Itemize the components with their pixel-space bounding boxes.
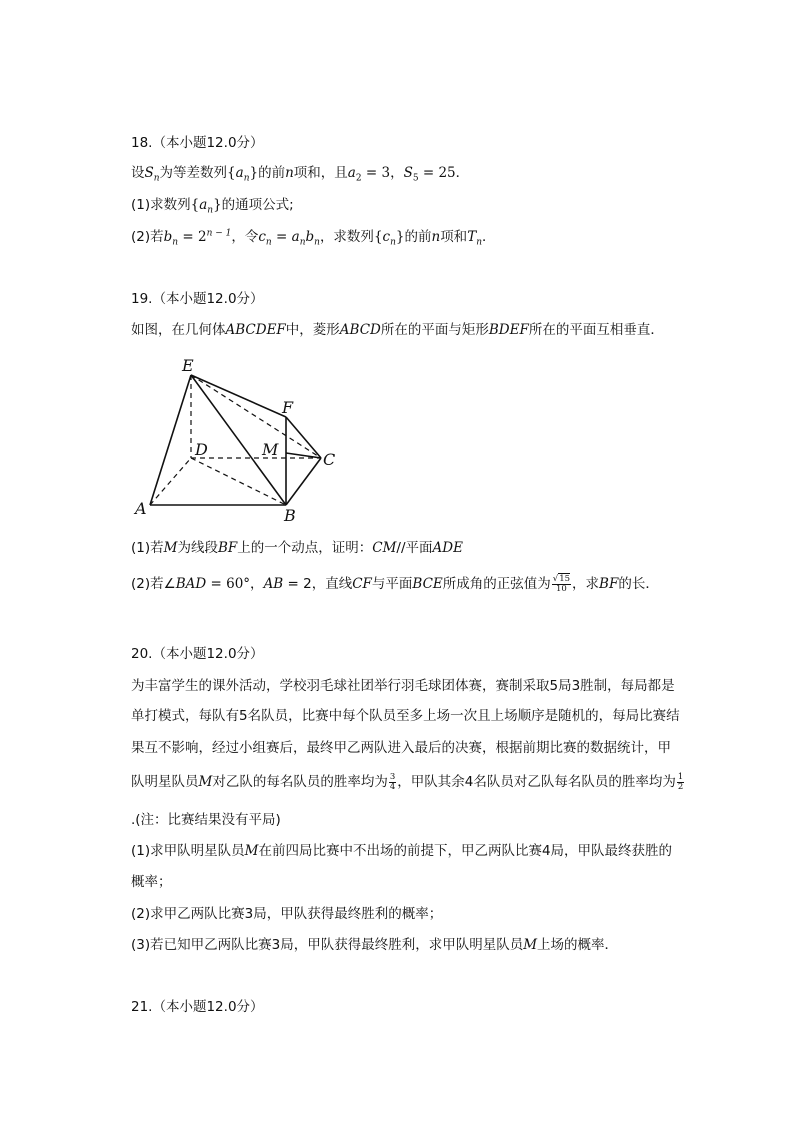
q18-part2: (2)若$b_n = 2^{n - 1}$，令$c_n = a_nb_n$，求数列$\{c_n\}$的前n项和$T_n$． <box>131 228 496 248</box>
edge-EC <box>191 375 321 458</box>
q20-line-5: .(注：比赛结果没有平局) <box>131 812 281 828</box>
q18-heading: 18.（本小题12.0分） <box>131 135 264 151</box>
fraction-1-2: $\frac{1}{2}$ <box>677 771 684 792</box>
label-A: A <box>135 499 147 518</box>
q18-part1: (1)求数列$\{a_n\}$的通项公式; <box>131 197 294 216</box>
label-B: B <box>284 506 296 525</box>
fraction-sqrt15-over-10: $\frac{√15}{10}$ <box>552 573 571 594</box>
edge-CF <box>286 417 321 458</box>
q19-part1: (1)若M为线段BF上的一个动点，证明：CM//平面ADE <box>131 540 463 556</box>
q20-line-3: 果互不影响，经过小组赛后，最终甲乙两队进入最后的决赛，根据前期比赛的数据统计，甲 <box>131 740 671 756</box>
edge-MC <box>286 453 321 458</box>
label-M: M <box>262 440 279 459</box>
figure-labels <box>133 356 335 525</box>
fraction-3-4: $\frac{3}{4}$ <box>389 771 396 792</box>
label-D: D <box>195 440 208 459</box>
q20-heading: 20.（本小题12.0分） <box>131 646 264 662</box>
label-C: C <box>323 450 336 469</box>
edge-AD <box>150 458 191 505</box>
q21-heading: 21.（本小题12.0分） <box>131 999 264 1015</box>
edge-FE <box>191 375 286 417</box>
q20-line-4: 队明星队员M对乙队的每名队员的胜率均为 $\frac{3}{4}$ ，甲队其余4名队员对乙队每名队员的胜率均为 $\frac{1}{2}$ <box>131 771 684 792</box>
q20-part1: (1)求甲队明星队员M在前四局比赛中不出场的前提下，甲乙两队比赛4局，甲队最终获胜的 <box>131 843 673 859</box>
q19-part2: (2)若∠BAD = 60°，AB = 2，直线CF与平面BCE所成角的正弦值为 $\frac{√15}{10}$ ，求BF的长． <box>131 573 659 594</box>
geometry-figure <box>131 355 346 525</box>
q20-part1-cont: 概率； <box>131 874 172 890</box>
edge-BC <box>286 458 321 505</box>
q18-intro: 设$S_n$为等差数列$\{a_n\}$的前n项和，且$a_2 = 3$，$S_5 = 25$． <box>131 165 470 184</box>
figure-solid-edges <box>150 375 321 505</box>
label-E: E <box>182 356 194 375</box>
label-F: F <box>282 398 294 417</box>
edge-EA <box>150 375 191 505</box>
q20-part2: (2)求甲乙两队比赛3局，甲队获得最终胜利的概率； <box>131 906 443 922</box>
q20-part3: (3)若已知甲乙两队比赛3局，甲队获得最终胜利，求甲队明星队员M上场的概率． <box>131 937 619 953</box>
q20-line-1: 为丰富学生的课外活动，学校羽毛球社团举行羽毛球团体赛，赛制采取5局3胜制，每局都是 <box>131 678 675 694</box>
q20-line-2: 单打模式，每队有5名队员，比赛中每个队员至多上场一次且上场顺序是随机的，每局比赛结 <box>131 708 680 724</box>
edge-DB <box>191 458 286 505</box>
q19-heading: 19.（本小题12.0分） <box>131 291 264 307</box>
q19-intro: 如图，在几何体ABCDEF中，菱形ABCD所在的平面与矩形BDEF所在的平面互相垂直． <box>131 322 664 338</box>
